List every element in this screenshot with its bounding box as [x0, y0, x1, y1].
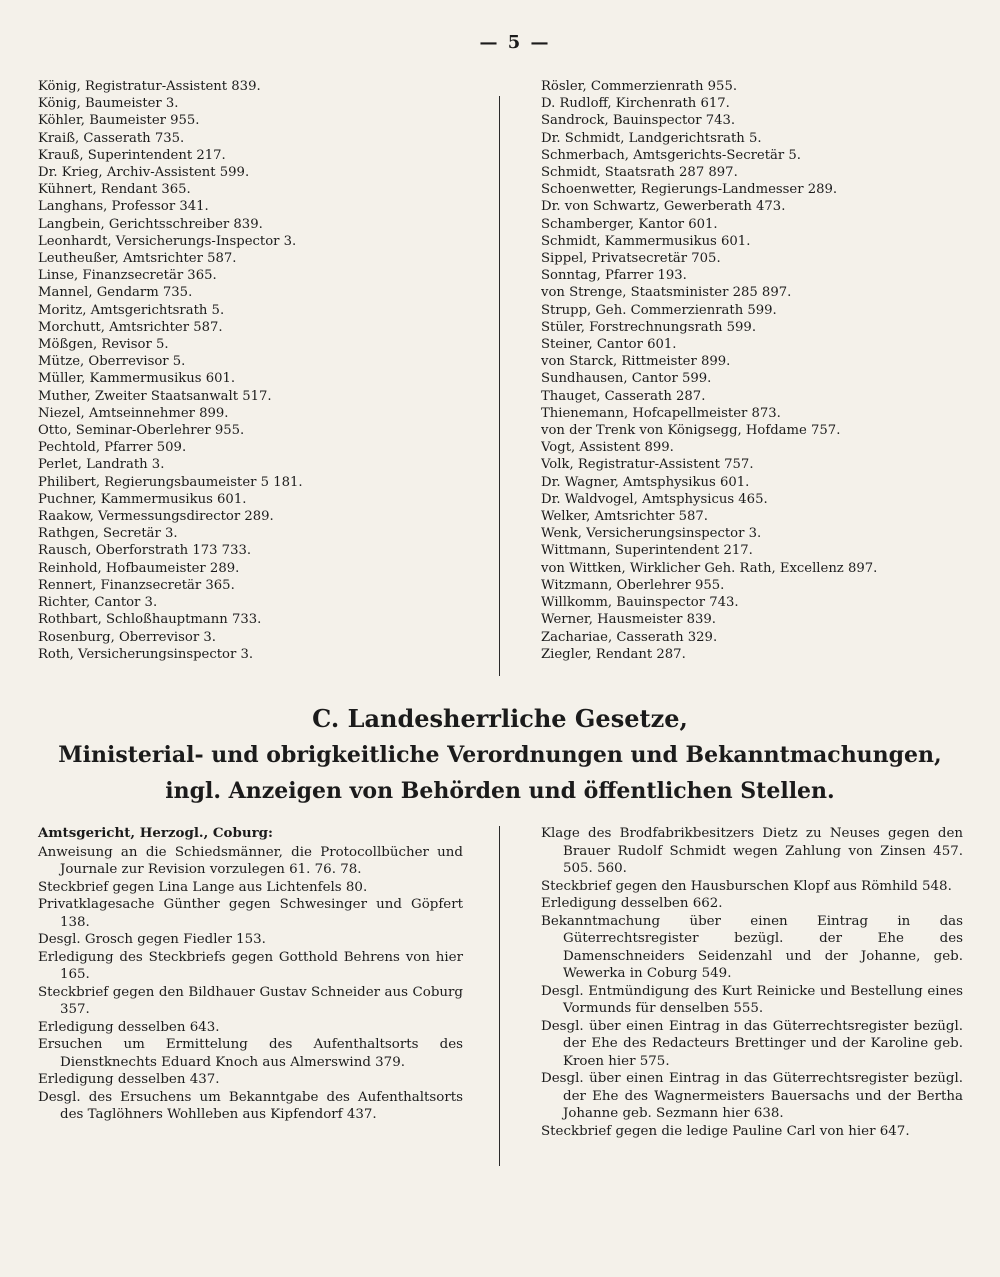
column-divider	[499, 96, 500, 676]
name-entry: Schoenwetter, Regierungs-Landmesser 289.	[541, 182, 838, 198]
name-entry: Dr. von Schwartz, Gewerberath 473.	[541, 199, 786, 215]
court-entry: Klage des Brodfabrikbesitzers Dietz zu Neuses gegen den Brauer Rudolf Schmidt wegen Zahlung von Zinsen 457. 505. 560.	[541, 826, 963, 876]
name-entry: Rosenburg, Oberrevisor 3.	[38, 629, 216, 645]
court-entry: Steckbrief gegen den Hausburschen Klopf aus Römhild 548.	[541, 878, 952, 894]
court-entry: Desgl. Grosch gegen Fiedler 153.	[38, 932, 266, 947]
name-entry: Otto, Seminar-Oberlehrer 955.	[38, 423, 245, 439]
name-entry: Ziegler, Rendant 287.	[541, 646, 686, 662]
name-entry: Moritz, Amtsgerichtsrath 5.	[38, 302, 225, 318]
name-entry: Leutheußer, Amtsrichter 587.	[38, 251, 237, 267]
name-entry: Mößgen, Revisor 5.	[38, 337, 169, 353]
name-entry: Dr. Waldvogel, Amtsphysicus 465.	[541, 491, 768, 507]
name-entry: König, Registratur-Assistent 839.	[38, 79, 261, 94]
name-entry: Rathgen, Secretär 3.	[38, 526, 178, 542]
name-entry: Krauß, Superintendent 217.	[38, 147, 226, 163]
name-entry: Vogt, Assistent 899.	[541, 440, 674, 456]
name-entry: Dr. Schmidt, Landgerichtsrath 5.	[541, 130, 762, 146]
name-entry: Pechtold, Pfarrer 509.	[38, 440, 187, 456]
name-entry: Rausch, Oberforstrath 173 733.	[38, 543, 252, 559]
name-entry: Puchner, Kammermusikus 601.	[38, 491, 247, 507]
court-heading: Amtsgericht, Herzogl., Coburg:	[38, 825, 273, 841]
name-list-right	[541, 78, 981, 663]
name-entry: von Starck, Rittmeister 899.	[541, 354, 731, 370]
name-entry: Raakow, Vermessungsdirector 289.	[38, 509, 274, 525]
name-entry: Thienemann, Hofcapellmeister 873.	[541, 405, 781, 421]
name-entry: Köhler, Baumeister 955.	[38, 113, 200, 129]
name-entry: Perlet, Landrath 3.	[38, 457, 165, 473]
name-entry: Stüler, Forstrechnungsrath 599.	[541, 319, 757, 335]
name-entry: von der Trenk von Königsegg, Hofdame 757.	[541, 423, 841, 439]
name-entry: Sippel, Privatsecretär 705.	[541, 251, 721, 267]
name-entry: König, Baumeister 3.	[38, 96, 179, 112]
court-entry: Steckbrief gegen Lina Lange aus Lichtenfels 80.	[38, 879, 368, 895]
name-entry: Sandrock, Bauinspector 743.	[541, 113, 736, 129]
name-entry: Schamberger, Kantor 601.	[541, 216, 718, 232]
name-entry: Dr. Krieg, Archiv-Assistent 599.	[38, 165, 250, 181]
court-entries-right	[541, 825, 963, 1140]
name-entry: Volk, Registratur-Assistent 757.	[541, 457, 754, 473]
name-entry: Wittmann, Superintendent 217.	[541, 543, 753, 559]
name-entry: Kraiß, Casserath 735.	[38, 130, 185, 146]
court-entry: Erledigung desselben 437.	[38, 1072, 220, 1087]
name-entry: Langhans, Professor 341.	[38, 199, 209, 215]
name-entry: Reinhold, Hofbaumeister 289.	[38, 560, 240, 576]
page-number: — 5 —	[479, 32, 551, 53]
name-entry: Roth, Versicherungsinspector 3.	[38, 646, 254, 662]
name-entry: Richter, Cantor 3.	[38, 595, 158, 611]
name-entry: Dr. Wagner, Amtsphysikus 601.	[541, 474, 750, 490]
name-entry: Philibert, Regierungsbaumeister 5 181.	[38, 474, 303, 490]
name-entry: Willkomm, Bauinspector 743.	[541, 595, 739, 611]
court-entry: Steckbrief gegen die ledige Pauline Carl von hier 647.	[541, 1123, 910, 1139]
name-entry: D. Rudloff, Kirchenrath 617.	[541, 96, 730, 112]
court-entry: Anweisung an die Schiedsmänner, die Protocollbücher und Journale zur Revision vorzulegen 61. 76. 78.	[38, 844, 463, 877]
name-entry: Niezel, Amtseinnehmer 899.	[38, 405, 229, 421]
name-entry: Leonhardt, Versicherungs-Inspector 3.	[38, 233, 297, 249]
name-entry: Rösler, Commerzienrath 955.	[541, 79, 738, 94]
name-entry: Welker, Amtsrichter 587.	[541, 509, 708, 525]
court-entry: Erledigung des Steckbriefs gegen Gotthold Behrens von hier 165.	[38, 949, 463, 982]
column-divider	[499, 826, 500, 1166]
name-entry: Zachariae, Casserath 329.	[541, 629, 718, 645]
name-entry: Werner, Hausmeister 839.	[541, 612, 717, 628]
name-entry: Strupp, Geh. Commerzienrath 599.	[541, 302, 777, 318]
name-entry: Schmidt, Staatsrath 287 897.	[541, 165, 738, 181]
court-entry: Steckbrief gegen den Bildhauer Gustav Schneider aus Coburg 357.	[38, 984, 463, 1017]
court-entry: Bekanntmachung über einen Eintrag in das Güterrechtsregister bezügl. der Ehe des Damenschneiders Seidenzahl und der Johanne, geb. Wewerka in Coburg 549.	[541, 913, 963, 981]
name-entry: Rothbart, Schloßhauptmann 733.	[38, 612, 262, 628]
section-heading-line-1: C. Landesherrliche Gesetze,	[312, 704, 688, 733]
name-entry: Schmerbach, Amtsgerichts-Secretär 5.	[541, 147, 801, 163]
name-entry: Sonntag, Pfarrer 193.	[541, 268, 687, 284]
name-entry: Langbein, Gerichtsschreiber 839.	[38, 216, 263, 232]
name-entry: von Wittken, Wirklicher Geh. Rath, Excellenz 897.	[541, 560, 878, 576]
name-entry: Müller, Kammermusikus 601.	[38, 371, 236, 387]
court-entry: Erledigung desselben 643.	[38, 1019, 220, 1035]
court-entry: Erledigung desselben 662.	[541, 896, 723, 911]
name-entry: Schmidt, Kammermusikus 601.	[541, 233, 751, 249]
section-heading-line-3: ingl. Anzeigen von Behörden und öffentlichen Stellen.	[165, 778, 835, 804]
court-entry: Desgl. über einen Eintrag in das Güterrechtsregister bezügl. der Ehe des Wagnermeisters Bauersachs und der Bertha Johanne geb. Sezmann hier 638.	[541, 1071, 963, 1121]
name-entry: Kühnert, Rendant 365.	[38, 182, 191, 198]
name-entry: Thauget, Casserath 287.	[541, 388, 706, 404]
name-entry: von Strenge, Staatsminister 285 897.	[541, 285, 792, 301]
name-entry: Witzmann, Oberlehrer 955.	[541, 577, 725, 593]
name-entry: Morchutt, Amtsrichter 587.	[38, 319, 223, 335]
court-entry: Desgl. über einen Eintrag in das Güterrechtsregister bezügl. der Ehe des Redacteurs Brettinger und der Karoline geb. Kroen hier 575.	[541, 1018, 963, 1069]
name-entry: Mütze, Oberrevisor 5.	[38, 354, 186, 370]
court-entry: Ersuchen um Ermittelung des Aufenthaltsorts des Dienstknechts Eduard Knoch aus Almerswind 379.	[38, 1037, 463, 1070]
court-entry: Desgl. Entmündigung des Kurt Reinicke und Bestellung eines Vormunds für denselben 555.	[541, 983, 963, 1016]
name-entry: Mannel, Gendarm 735.	[38, 285, 193, 301]
name-entry: Muther, Zweiter Staatsanwalt 517.	[38, 388, 272, 404]
name-entry: Rennert, Finanzsecretär 365.	[38, 577, 235, 593]
section-heading-line-2: Ministerial- und obrigkeitliche Verordnungen und Bekanntmachungen,	[58, 742, 942, 768]
court-entry: Privatklagesache Günther gegen Schwesinger und Göpfert 138.	[38, 897, 463, 930]
name-entry: Steiner, Cantor 601.	[541, 337, 677, 353]
name-list-left	[38, 78, 488, 663]
name-entry: Linse, Finanzsecretär 365.	[38, 268, 217, 284]
court-entry: Desgl. des Ersuchens um Bekanntgabe des Aufenthaltsorts des Taglöhners Wohlleben aus Kipfendorf 437.	[38, 1089, 463, 1122]
name-entry: Wenk, Versicherungsinspector 3.	[541, 526, 762, 542]
court-entries-left	[38, 825, 463, 1124]
name-entry: Sundhausen, Cantor 599.	[541, 371, 712, 387]
